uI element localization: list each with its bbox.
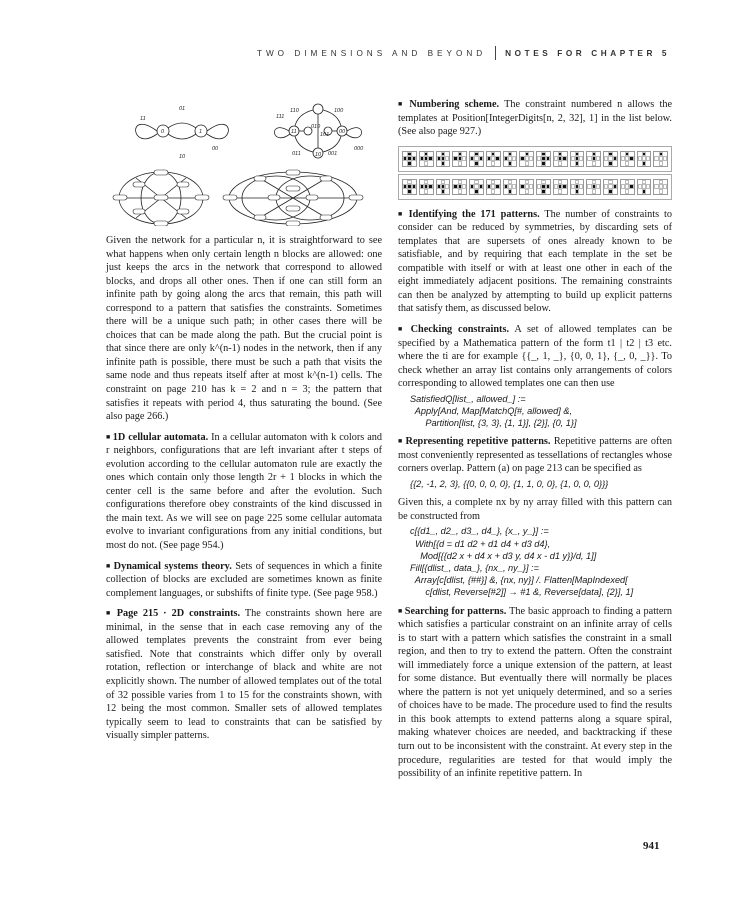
dyn-heading: ■ Dynamical systems theory.: [106, 561, 232, 572]
template-tile: [452, 179, 467, 195]
p215-body: The constraints shown here are minimal, in the sense that in each case removing any of the allowed templates prevents the constraint from ever being satisfied. Note that constraints which differ only by overall rotation, reflection or interchange of black and white are not explicitly shown. The number of allowed templates out of the total of 32 possible varies from 1 to 15 for the constraints shown, with 12 being the most common. Smaller sets of allowed templates typically seem to lead to constraints that can be satisfied by visually simpler patterns.: [106, 608, 382, 742]
running-header: [257, 44, 670, 62]
template-tile: [419, 151, 434, 167]
d1-label-10: 10: [179, 154, 186, 160]
repetitive-body: Repetitive patterns are often most conveniently represented as tessellations of rectangles whose corners overlap. Pattern (a) on page 213 can be specified as: [398, 436, 672, 475]
template-tile: [637, 151, 652, 167]
ca-heading: ■ 1D cellular automata.: [106, 432, 208, 443]
left-column: [106, 98, 382, 750]
template-tile: [586, 179, 601, 195]
checking-note: [398, 323, 672, 391]
template-list: [398, 146, 672, 172]
template-tile: [553, 151, 568, 167]
template-tile: [436, 151, 451, 167]
d2-label-00: 00: [339, 129, 346, 135]
template-tile: [519, 151, 534, 167]
d2-label-111: 111: [276, 114, 285, 120]
template-list-2: [398, 174, 672, 200]
template-row-2: [402, 179, 668, 195]
searching-heading: ■ Searching for patterns.: [398, 606, 506, 617]
template-tile: [653, 179, 668, 195]
identifying-body: The number of constraints to consider can be reduced by symmetries, by discarding sets of templates that are supersets of ones already known to be satisfiable, and by requiring that each template in the set be compatible with itself or with at least one other in each of the eight immediately adjacent positions. The remaining constraints can then be analyzed by attempting to build up explicit patterns that satisfy them, as discussed below.: [398, 208, 672, 315]
template-tile: [536, 179, 551, 195]
template-tile: [503, 179, 518, 195]
template-tile: [503, 151, 518, 167]
intro-paragraph: Given the network for a particular n, it is straightforward to see what happens when only certain length n blocks are allowed: one just keeps the arcs in the network that correspond to allowed blocks, and drops all other ones. Then if one can still form an infinite path by going along the arcs that remain, this path will correspond to a pattern that satisfies the constraints. Sometimes there will be a unique such path; in other cases there will be choices that can be made along the path. But the crucial point is that since there are only k^(n-1) nodes in the network, then if any infinite path is possible, there must be such a path that visits the same node and thus repeats itself after at most k^(n-1) cells. The constraint on page 210 has k = 2 and n = 3; the pattern that satisfies it repeats with period 4, thus saturating the bound. (See also page 266.): [106, 235, 382, 423]
template-tile: [637, 179, 652, 195]
d1-label-11: 11: [140, 116, 146, 122]
code-pattern-spec: {{2, -1, 2, 3}, {{0, 0, 0, 0}, {1, 1, 0, 0}, {1, 0, 0, 0}}}: [410, 479, 609, 489]
d2-label-110: 110: [290, 108, 299, 114]
code-satisfiedq: SatisfiedQ[list_, allowed_] := Apply[And, Map[MatchQ[#, allowed] &, Partition[list, {3, 3}, {1, 1}], {2}], {0, 1}]: [410, 393, 577, 429]
template-tile: [469, 151, 484, 167]
template-row-1: [402, 151, 668, 167]
d1-label-1: 1: [199, 129, 203, 135]
dyn-note: [106, 560, 382, 601]
network-diagrams-figure: [106, 98, 382, 226]
identifying-heading: ■ Identifying the 171 patterns.: [398, 209, 540, 220]
header-notes-title: NOTES FOR CHAPTER 5: [505, 48, 670, 58]
p215-note: [106, 607, 382, 742]
numbering-note: [398, 98, 672, 139]
template-tile: [436, 179, 451, 195]
template-tile: [402, 179, 417, 195]
d2-label-10: 10: [315, 152, 322, 158]
numbering-body: The constraint numbered n allows the templates at Position[IntegerDigits[n, 2, 32], 1] in the list below. (See also page 927.): [398, 99, 673, 138]
repetitive-body-2: Given this, a complete nx by ny array filled with this pattern can be constructed from: [398, 497, 672, 522]
network-diagrams: [106, 98, 382, 226]
d2-label-011: 011: [292, 151, 301, 157]
checking-body: A set of allowed templates can be specified by a Mathematica pattern of the form t1 | t2 | t3 etc. where the ti are for example {{_, 1, _}, {0, 0, 1}, {_, 0, _}}. To check whether an array list contains only arrangements of colors corresponding to allowed templates one can then use: [398, 324, 672, 390]
template-tile: [519, 179, 534, 195]
template-tile: [536, 151, 551, 167]
d2-label-000: 000: [354, 146, 364, 152]
page-number: 941: [643, 840, 660, 852]
repetitive-note: [398, 435, 672, 476]
template-tile: [653, 151, 668, 167]
template-tile: [486, 151, 501, 167]
template-tile: [586, 151, 601, 167]
searching-note: [398, 605, 672, 781]
template-tile: [402, 151, 417, 167]
template-tile: [620, 179, 635, 195]
d2-label-100: 100: [334, 108, 344, 114]
template-tile: [469, 179, 484, 195]
header-divider: [495, 46, 496, 60]
searching-body: The basic approach to finding a pattern which satisfies a particular constraint on an infinite array of cells is to start with a pattern which satisfies the constraint in a small region, and then to try to extend the pattern. Often the constraint will immediately force a unique extension of the pattern, at least for some distance. But eventually there will normally be places where the pattern is not yet uniquely determined, and so a series of choices have to be made. The procedure used to find the results in this book attempts to extend patterns along a square spiral, making whatever choices are needed, and backtracking if these turn out to be inconsistent with the constraint. At every step in the procedure, regularities are tested for that would imply the possibility of an infinite repetitive pattern. In: [398, 605, 672, 780]
dyn-body: Sets of sequences in which a finite collection of blocks are excluded are sometimes known as finite complement languages, or subshifts of finite type. (See page 958.): [106, 560, 382, 599]
template-tile: [570, 179, 585, 195]
d2-label-010: 010: [311, 124, 321, 130]
d2-label-101: 101: [320, 132, 330, 138]
numbering-heading: ■ Numbering scheme.: [398, 99, 499, 110]
code-fill: c[{d1_, d2_, d3_, d4_}, {x_, y_}] := With[{d = d1 d2 + d1 d4 + d3 d4}, Mod[{{d2 x + d4 x + d3 y, d4 x - d1 y}}/d, 1]] Fill[{dlist_, data_}, {nx_, ny_}] := Array[c[dlist, {##}] &, {nx, ny}] /. Flatten[MapIndexed[ c[dlist, Reverse[#2]] → #1 &, Reverse[data], {2}], 1]: [410, 526, 634, 598]
header-chapter-title: TWO DIMENSIONS AND BEYOND: [256, 48, 487, 58]
template-tile: [603, 151, 618, 167]
ca-body: In a cellular automaton with k colors and r neighbors, configurations that are left invariant after t steps of evolution according to the cellular automaton rule are exactly the ones which contain only those length 2r + 1 blocks in which the center cell is the same before and after the evolution. Such configurations therefore obey constraints of the kind discussed in the main text. As we will see on page 225 some cellular automata evolve to invariant configurations from any initial conditions, but most do not. (See page 954.): [106, 431, 382, 552]
d2-label-11: 11: [291, 129, 297, 135]
checking-heading: ■ Checking constraints.: [398, 324, 509, 335]
repetitive-heading: ■ Representing repetitive patterns.: [398, 436, 550, 447]
identifying-note: [398, 208, 672, 316]
template-tile: [553, 179, 568, 195]
d1-label-0: 0: [161, 129, 165, 135]
d1-label-01: 01: [179, 106, 186, 112]
template-tile: [486, 179, 501, 195]
template-tile: [620, 151, 635, 167]
template-tile: [419, 179, 434, 195]
ca-note: [106, 431, 382, 553]
p215-heading: ■ Page 215 · 2D constraints.: [106, 608, 240, 619]
right-column: [398, 98, 672, 788]
d1-label-00: 00: [212, 146, 219, 152]
template-tile: [603, 179, 618, 195]
template-tile: [452, 151, 467, 167]
d2-label-001: 001: [328, 151, 338, 157]
template-tile: [570, 151, 585, 167]
